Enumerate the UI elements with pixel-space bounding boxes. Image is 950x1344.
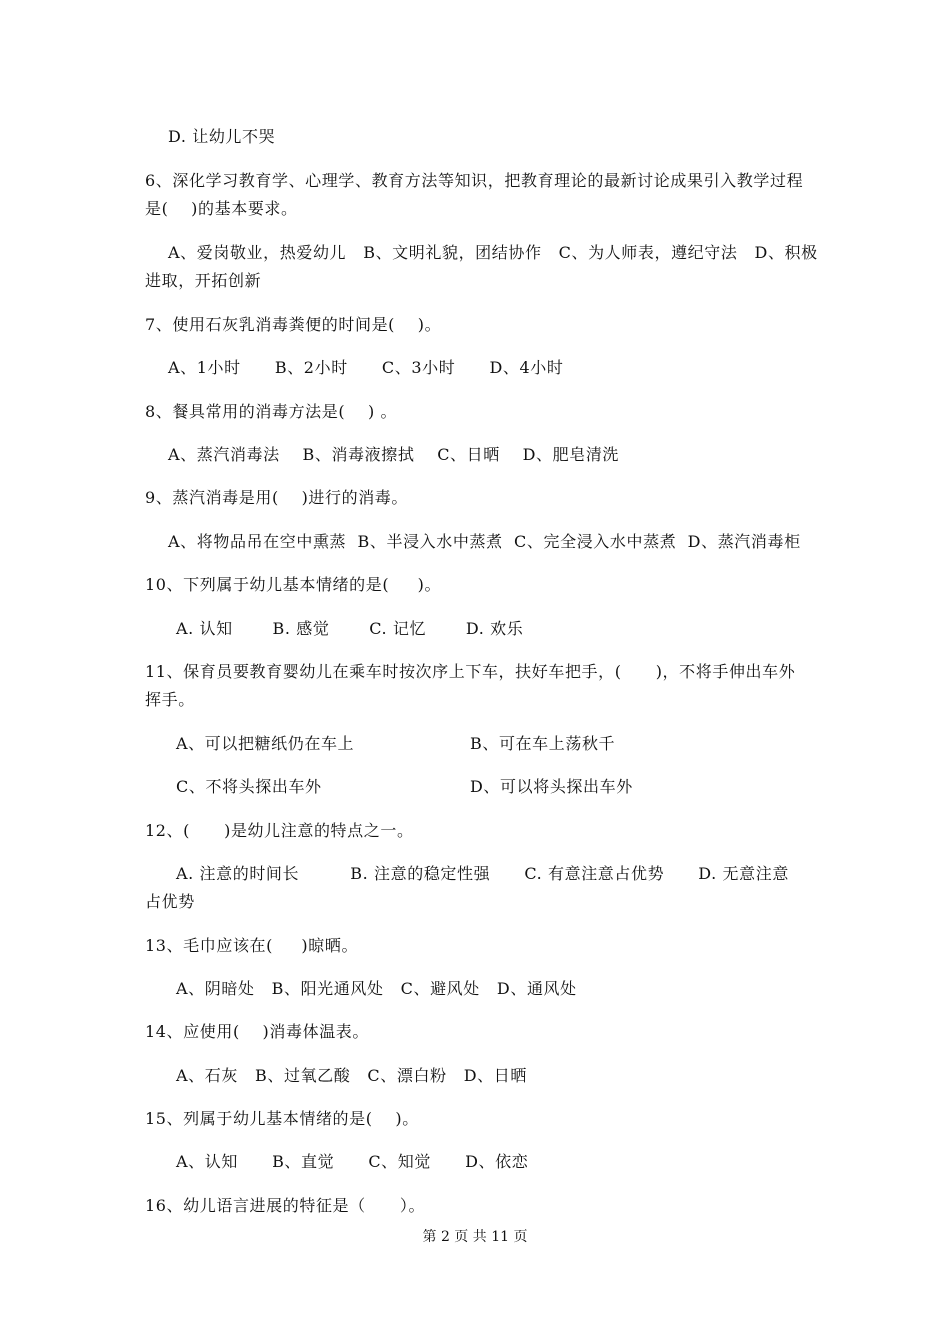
- question-11-option-d: D、可以将头探出车外: [470, 777, 633, 796]
- question-14-options: A、石灰 B、过氧乙酸 C、漂白粉 D、日晒: [176, 1066, 527, 1085]
- question-14: 14、应使用( )消毒体温表。: [145, 1022, 369, 1041]
- question-6-options-cont: 进取，开拓创新: [145, 271, 262, 290]
- question-6-cont: 是( )的基本要求。: [145, 199, 298, 218]
- question-7: 7、使用石灰乳消毒粪便的时间是( )。: [145, 315, 442, 334]
- question-11-option-c: C、不将头探出车外: [176, 777, 322, 796]
- question-15-options: A、认知 B、直觉 C、知觉 D、依恋: [176, 1152, 529, 1171]
- option-d-line: D. 让幼儿不哭: [168, 127, 276, 146]
- question-6-options: A、爱岗敬业，热爱幼儿 B、文明礼貌，团结协作 C、为人师表，遵纪守法 D、积极: [168, 243, 818, 262]
- question-11-cont: 挥手。: [145, 690, 195, 709]
- question-6: 6、深化学习教育学、心理学、教育方法等知识，把教育理论的最新讨论成果引入教学过程: [145, 171, 804, 190]
- question-16: 16、幼儿语言进展的特征是（ ）。: [145, 1196, 426, 1215]
- question-8: 8、餐具常用的消毒方法是( ) 。: [145, 402, 398, 421]
- question-12-options-cont: 占优势: [145, 892, 195, 911]
- question-10: 10、下列属于幼儿基本情绪的是( )。: [145, 575, 442, 594]
- question-13: 13、毛巾应该在( )晾晒。: [145, 936, 359, 955]
- question-11-option-b: B、可在车上荡秋千: [470, 734, 616, 753]
- page-footer: 第 2 页 共 11 页: [422, 1229, 528, 1245]
- question-8-options: A、蒸汽消毒法 B、消毒液擦拭 C、日晒 D、肥皂清洗: [168, 445, 620, 464]
- question-7-options: A、1小时 B、2小时 C、3小时 D、4小时: [168, 358, 564, 377]
- question-9: 9、蒸汽消毒是用( )进行的消毒。: [145, 488, 409, 507]
- question-13-options: A、阴暗处 B、阳光通风处 C、避风处 D、通风处: [176, 979, 577, 998]
- question-9-options: A、将物品吊在空中熏蒸 B、半浸入水中蒸煮 C、完全浸入水中蒸煮 D、蒸汽消毒柜: [168, 532, 801, 551]
- question-11: 11、保育员要教育婴幼儿在乘车时按次序上下车，扶好车把手，( )，不将手伸出车外: [145, 662, 796, 681]
- question-10-options: A. 认知 B. 感觉 C. 记忆 D. 欢乐: [176, 619, 524, 638]
- question-11-option-a: A、可以把糖纸仍在车上: [176, 734, 355, 753]
- question-12-options: A. 注意的时间长 B. 注意的稳定性强 C. 有意注意占优势 D. 无意注意: [176, 864, 789, 883]
- question-12: 12、( )是幼儿注意的特点之一。: [145, 821, 414, 840]
- question-15: 15、列属于幼儿基本情绪的是( )。: [145, 1109, 419, 1128]
